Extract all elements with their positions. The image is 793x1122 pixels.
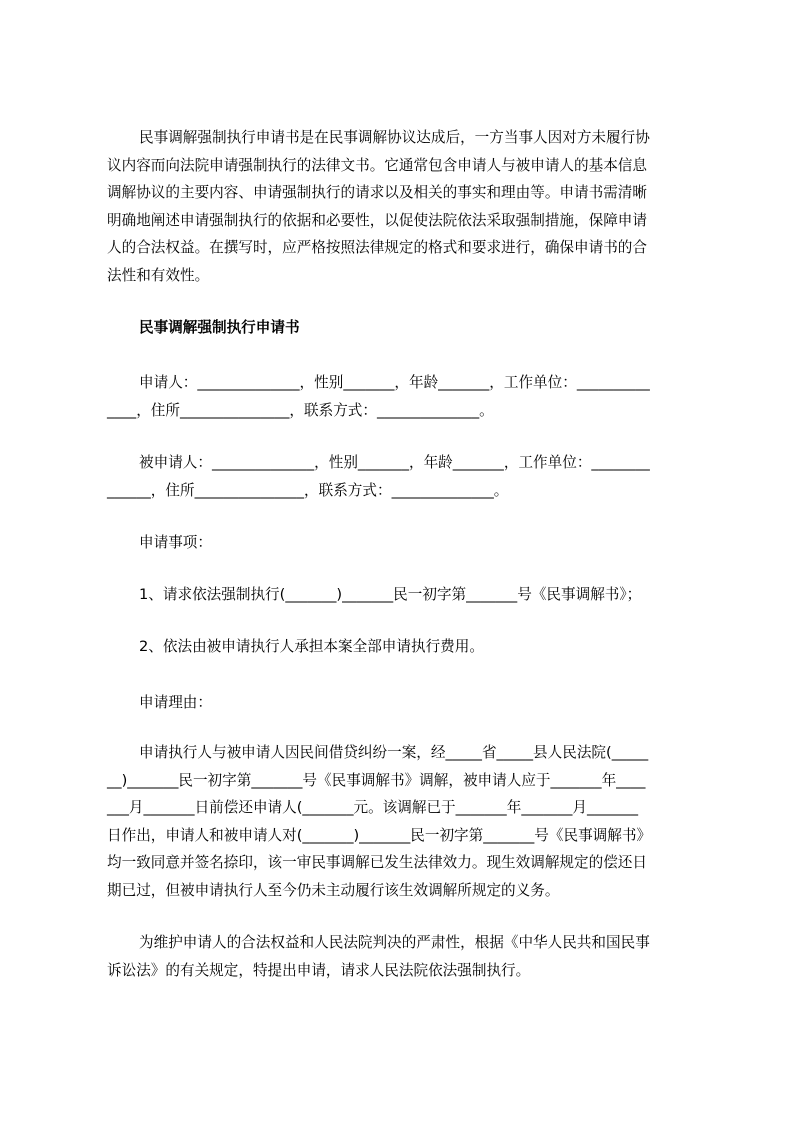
request-item-1 xyxy=(107,581,703,609)
closing-line: 诉讼法》的有关规定，特提出申请，请求人民法院依法强制执行。 xyxy=(107,961,531,979)
intro-line: 调解协议的主要内容、申请强制执行的请求以及相关的事实和理由等。申请书需清晰 xyxy=(107,184,647,201)
reasons-line: 均一致同意并签名捺印，该一审民事调解已发生法律效力。现生效调解规定的偿还日 xyxy=(107,854,647,871)
respondent-line: ______，住所_______________，联系方式：______________。 xyxy=(107,481,509,499)
applicant-line: ____，住所_______________，联系方式：______________。 xyxy=(107,401,494,419)
request-item-text: 1、请求依法强制执行(_______)_______民一初字第_______号《民事调解书》； xyxy=(139,586,642,603)
items-heading: 申请事项： xyxy=(139,534,212,551)
respondent-line: 被申请人：______________，性别_______，年龄_______，工作单位：________ xyxy=(139,454,650,471)
intro-line: 明确地阐述申请强制执行的依据和必要性，以促使法院依法采取强制措施，保障申请 xyxy=(107,211,647,229)
intro-paragraph xyxy=(107,124,703,289)
closing-paragraph xyxy=(107,929,703,984)
reasons-paragraph xyxy=(107,739,703,904)
reasons-line: 申请执行人与被申请人因民间借贷纠纷一案，经_____省_____县人民法院(_____ xyxy=(139,744,649,761)
reasons-line: 期已过，但被申请执行人至今仍未主动履行该生效调解所规定的义务。 xyxy=(107,881,560,899)
closing-line: 为维护申请人的合法权益和人民法院判决的严肃性，根据《中华人民共和国民事 xyxy=(139,934,650,951)
request-item-text: 2、依法由被申请执行人承担本案全部申请执行费用。 xyxy=(139,638,484,655)
reasons-line: 日作出，申请人和被申请人对(_______)_______民一初字第_______号《民事调解书》 xyxy=(107,826,652,844)
intro-line: 民事调解强制执行申请书是在民事调解协议达成后，一方当事人因对方未履行协 xyxy=(139,129,650,146)
respondent-section xyxy=(107,449,703,504)
reasons-heading: 申请理由： xyxy=(139,694,212,711)
intro-line: 法性和有效性。 xyxy=(107,266,210,284)
applicant-section xyxy=(107,369,703,424)
applicant-line: 申请人：______________，性别_______，年龄_______，工作单位：__________ xyxy=(139,374,650,391)
intro-line: 议内容而向法院申请强制执行的法律文书。它通常包含申请人与被申请人的基本信息 xyxy=(107,156,647,174)
reasons-line: ___月_______日前偿还申请人(_______元。该调解已于_______年_______月_______ xyxy=(107,799,639,816)
request-item-2 xyxy=(107,633,703,661)
reasons-line: __)_______民一初字第_______号《民事调解书》调解，被申请人应于_______年____ xyxy=(107,771,646,789)
document-title: 民事调解强制执行申请书 xyxy=(139,319,300,336)
intro-line: 人的合法权益。在撰写时，应严格按照法律规定的格式和要求进行，确保申请书的合 xyxy=(107,239,647,256)
